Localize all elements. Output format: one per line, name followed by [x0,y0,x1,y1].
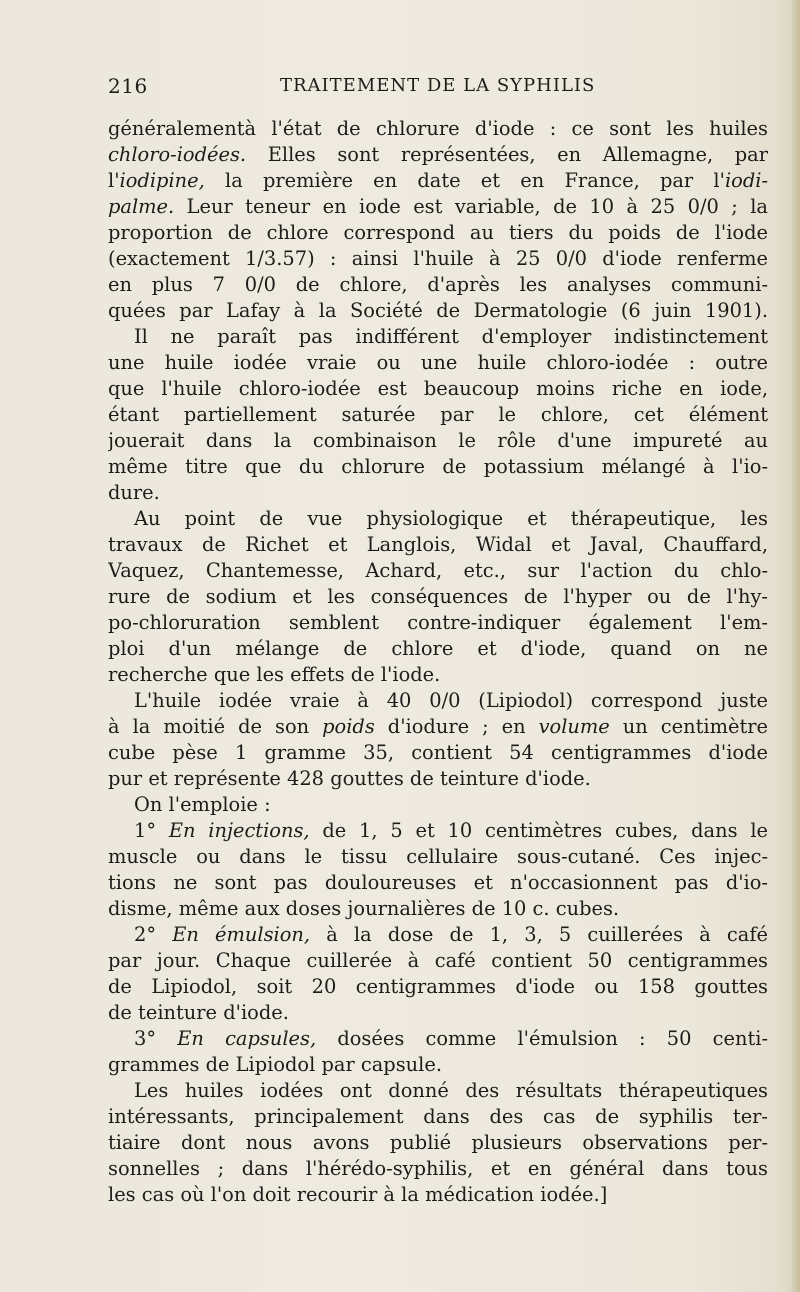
text-line [108,1000,768,1026]
running-title: TRAITEMENT DE LA SYPHILIS [280,75,596,96]
italic-term: iodipine, [119,169,205,192]
text-segment: ploi d'un mélange de chlore et d'iode, quand on ne [108,637,768,660]
text-line [108,558,768,584]
text-segment: po-chloruration semblent contre-indiquer également l'em- [108,611,768,634]
running-header [108,74,768,104]
italic-term: volume [538,715,610,738]
text-segment: quées par Lafay à la Société de Dermatologie (6 juin 1901). [108,299,768,322]
text-line [108,974,768,1000]
text-segment: même titre que du chlorure de potassium mélangé à l'io- [108,455,768,478]
italic-term: En capsules, [177,1027,317,1050]
text-segment: intéressants, principalement dans des cas de syphilis ter- [108,1105,768,1128]
text-line [108,428,768,454]
text-segment: Au point de vue physiologique et thérapeutique, les [134,507,768,530]
text-segment: 2° [134,923,173,946]
text-segment: Vaquez, Chantemesse, Achard, etc., sur l'action du chlo- [108,559,768,582]
body-text [108,116,768,1208]
text-line [108,948,768,974]
text-segment: par jour. Chaque cuillerée à café contient 50 centigrammes [108,949,768,972]
text-line [108,480,768,506]
text-line [108,870,768,896]
text-line [108,818,768,844]
text-line [108,844,768,870]
text-segment: disme, même aux doses journalières de 10 c. cubes. [108,897,620,920]
text-line [108,714,768,740]
text-segment: proportion de chlore correspond au tiers du poids de l'iode [108,221,768,244]
text-segment: 3° [134,1027,178,1050]
text-segment: étant partiellement saturée par le chlore, cet élément [108,403,768,426]
text-segment: On l'emploie : [134,793,271,816]
italic-term: chloro-iodées. [108,143,247,166]
text-line [108,272,768,298]
text-line [108,584,768,610]
text-segment: pur et représente 428 gouttes de teinture d'iode. [108,767,591,790]
text-segment: de teinture d'iode. [108,1001,289,1024]
text-segment: rure de sodium et les conséquences de l'hyper ou de l'hy- [108,585,768,608]
page-edge-shadow [790,0,800,1292]
text-line [108,142,768,168]
text-line [108,376,768,402]
text-line [108,194,768,220]
page-number: 216 [108,74,148,98]
text-line [108,896,768,922]
text-line [108,246,768,272]
text-line [108,792,768,818]
text-segment: de 1, 5 et 10 centimètres cubes, dans le [309,819,768,842]
text-line [108,1052,768,1078]
text-segment: 1° [134,819,169,842]
text-line [108,922,768,948]
text-segment: muscle ou dans le tissu cellulaire sous-cutané. Ces injec- [108,845,768,868]
text-line [108,740,768,766]
text-segment: tions ne sont pas douloureuses et n'occasionnent pas d'io- [108,871,768,894]
text-line [108,454,768,480]
text-line [108,1156,768,1182]
text-segment: Les huiles iodées ont donné des résultats thérapeutiques [134,1079,768,1102]
text-segment: sonnelles ; dans l'hérédo-syphilis, et en général dans tous [108,1157,768,1180]
italic-term: iodi- [724,169,768,192]
text-segment: L'huile iodée vraie à 40 0/0 (Lipiodol) correspond juste [134,689,768,712]
text-line [108,662,768,688]
italic-term: poids [322,715,375,738]
text-line [108,168,768,194]
text-segment: généralementà l'état de chlorure d'iode : ce sont les huiles [108,117,768,140]
text-segment: cube pèse 1 gramme 35, contient 54 centigrammes d'iode [108,741,768,764]
text-segment: de Lipiodol, soit 20 centigrammes d'iode ou 158 gouttes [108,975,768,998]
text-segment: l' [108,169,120,192]
text-segment: dure. [108,481,160,504]
text-line [108,350,768,376]
text-line [108,766,768,792]
text-segment: à la dose de 1, 3, 5 cuillerées à café [310,923,768,946]
text-line [108,1026,768,1052]
text-line [108,636,768,662]
text-line [108,298,768,324]
text-line [108,220,768,246]
text-line [108,610,768,636]
text-segment: à la moitié de son [108,715,323,738]
text-segment: travaux de Richet et Langlois, Widal et Javal, Chauffard, [108,533,768,556]
text-segment: les cas où l'on doit recourir à la médication iodée.] [108,1183,608,1206]
text-segment: grammes de Lipiodol par capsule. [108,1053,442,1076]
text-segment: Il ne paraît pas indifférent d'employer indistinctement [134,325,768,348]
text-line [108,1182,768,1208]
italic-term: palme. [108,195,175,218]
text-segment: que l'huile chloro-iodée est beaucoup moins riche en iode, [108,377,768,400]
text-line [108,116,768,142]
text-segment: en plus 7 0/0 de chlore, d'après les analyses communi- [108,273,768,296]
italic-term: En injections, [168,819,310,842]
text-line [108,1130,768,1156]
text-segment: jouerait dans la combinaison le rôle d'une impureté au [108,429,768,452]
text-segment: tiaire dont nous avons publié plusieurs observations per- [108,1131,768,1154]
italic-term: En émulsion, [172,923,311,946]
text-line [108,506,768,532]
text-segment: la première en date et en France, par l' [204,169,725,192]
text-segment: Leur teneur en iode est variable, de 10 à 25 0/0 ; la [174,195,768,218]
text-segment: recherche que les effets de l'iode. [108,663,441,686]
text-line [108,532,768,558]
text-segment: dosées comme l'émulsion : 50 centi- [316,1027,768,1050]
text-segment: Elles sont représentées, en Allemagne, par [246,143,768,166]
text-line [108,688,768,714]
text-line [108,1104,768,1130]
text-segment: un centimètre [609,715,768,738]
text-line [108,402,768,428]
text-line [108,1078,768,1104]
text-segment: une huile iodée vraie ou une huile chloro-iodée : outre [108,351,768,374]
text-line [108,324,768,350]
text-segment: d'iodure ; en [374,715,539,738]
text-segment: (exactement 1/3.57) : ainsi l'huile à 25 0/0 d'iode renferme [108,247,768,270]
